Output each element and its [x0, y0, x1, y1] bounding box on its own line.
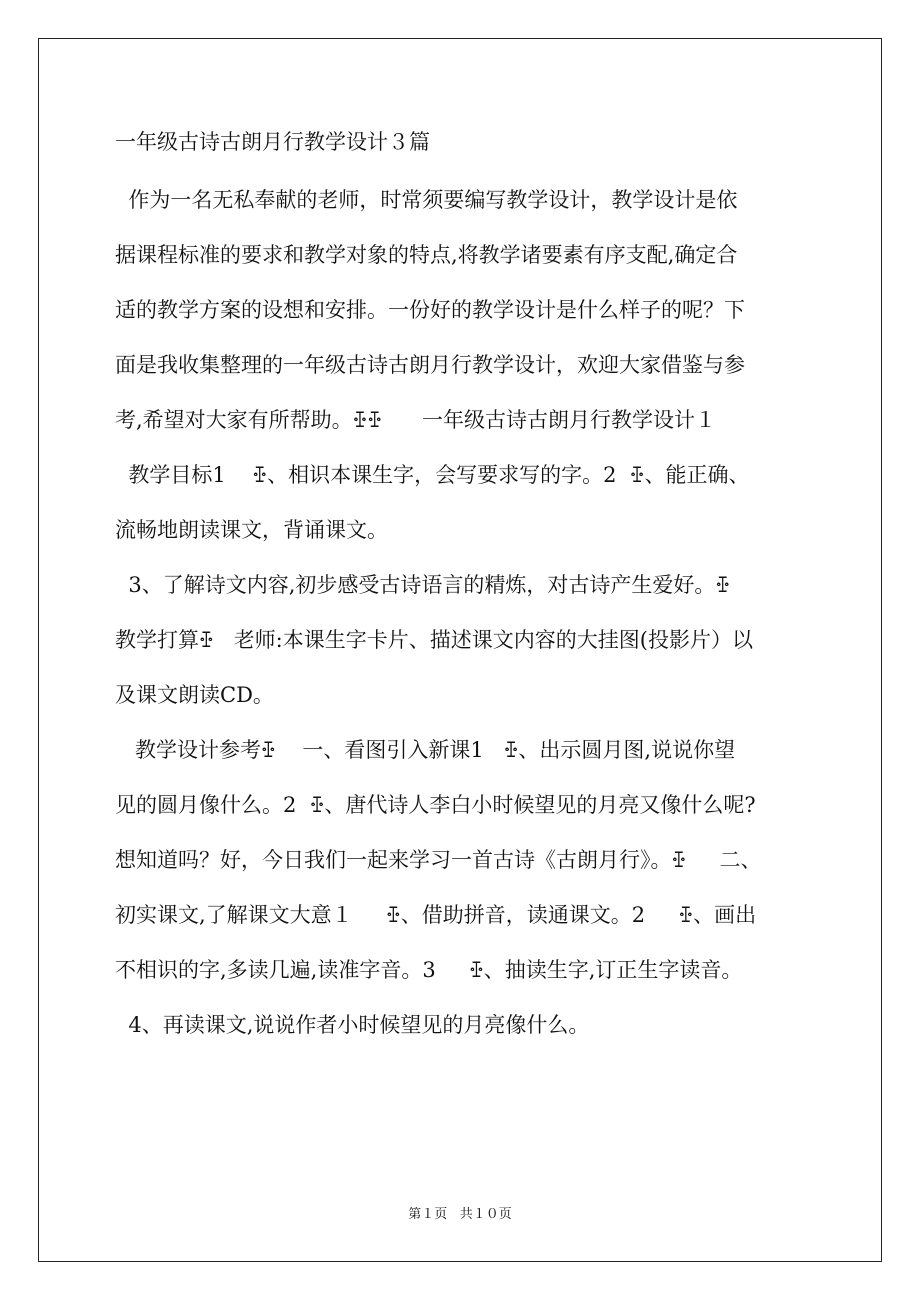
document-title: 一年级古诗古朗月行教学设计３篇	[115, 130, 430, 154]
body-line-10: 及课文朗读CD。	[115, 683, 274, 707]
body-line-4: 面是我收集整理的一年级古诗古朗月行教学设计，欢迎大家借鉴与参	[115, 353, 745, 377]
body-line-11: 教学设计参考ꔀ 一、看图引入新课1 ꔀ、出示圆月图,说说你望	[115, 738, 736, 762]
body-line-2: 据课程标准的要求和教学对象的特点,将教学诸要素有序支配,确定合	[115, 243, 738, 267]
body-line-3: 适的教学方案的设想和安排。一份好的教学设计是什么样子的呢？下	[115, 298, 745, 322]
body-line-13: 想知道吗？好，今日我们一起来学习一首古诗《古朗月行》。ꔀ 二、	[115, 848, 762, 872]
body-line-14: 初实课文,了解课文大意１ ꔀ、借助拼音，读通课文。2 ꔀ、画出	[115, 903, 757, 927]
body-line-8: 3、了解诗文内容,初步感受古诗语言的精炼，对古诗产生爱好。ꔀ	[115, 573, 731, 597]
page-footer: 第１页 共１０页	[408, 1207, 512, 1222]
body-line-5: 考,希望对大家有所帮助。ꔀꔀ 一年级古诗古朗月行教学设计１	[115, 408, 717, 432]
body-line-15: 不相识的字,多读几遍,读准字音。3 ꔀ、抽读生字,订正生字读音。	[115, 958, 743, 982]
body-line-12: 见的圆月像什么。2 ꔀ、唐代诗人李白小时候望见的月亮又像什么呢?	[115, 793, 756, 817]
body-line-6: 教学目标1 ꔀ、相识本课生字，会写要求写的字。2 ꔀ、能正确、	[115, 463, 750, 487]
body-line-7: 流畅地朗读课文，背诵课文。	[115, 518, 388, 542]
body-line-9: 教学打算ꔀ 老师:本课生字卡片、描述课文内容的大挂图(投影片）以	[115, 628, 753, 652]
body-line-16: 4、再读课文,说说作者小时候望见的月亮像什么。	[115, 1013, 590, 1037]
body-line-1: 作为一名无私奉献的老师，时常须要编写教学设计，教学设计是依	[115, 188, 738, 212]
